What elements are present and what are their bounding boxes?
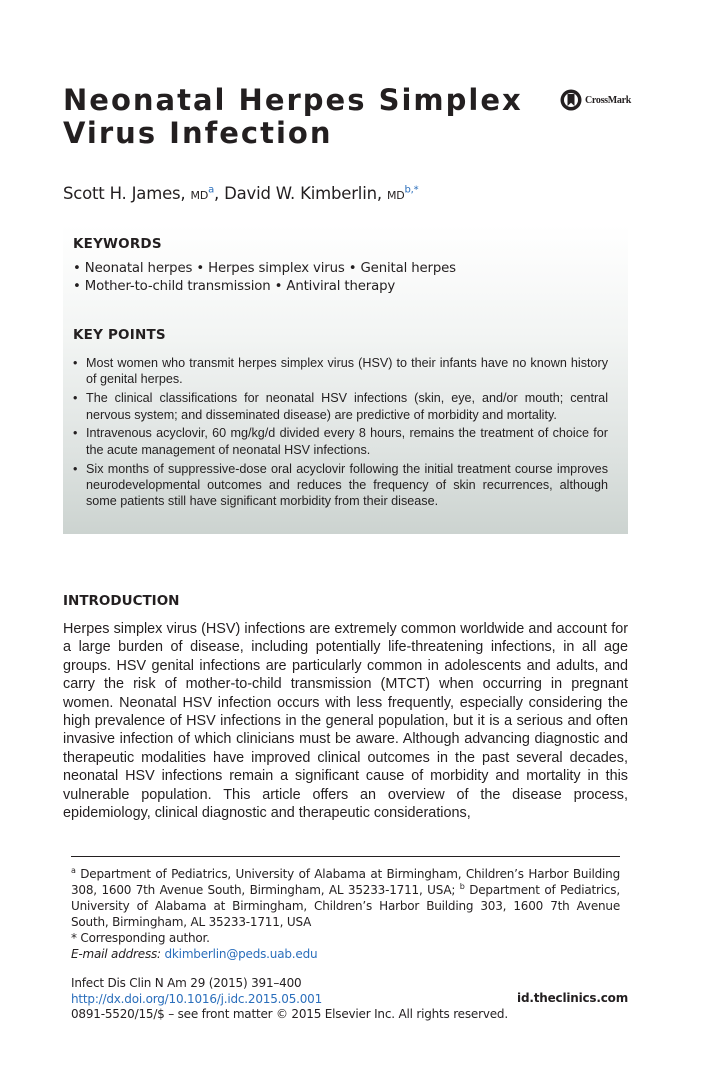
key-point-item: • Most women who transmit herpes simplex virus (HSV) to their infants have no known history of genital herpes.: [73, 355, 608, 388]
crossmark-icon: [560, 89, 582, 111]
keywords-keypoints-box: [63, 225, 628, 534]
affiliation-b-mark: b: [459, 882, 465, 891]
key-point-item: • Six months of suppressive-dose oral acyclovir following the initial treatment course improves neurodevelopmental outcomes and reduces the frequency of skin recurrences, although some patients still have significant morbidity from their disease.: [73, 461, 608, 510]
doi-link[interactable]: http://dx.doi.org/10.1016/j.idc.2015.05.001: [71, 991, 323, 1006]
footnotes: [71, 866, 620, 962]
publication-info: [71, 976, 508, 1023]
affiliations: [71, 866, 620, 930]
affiliation-a: Department of Pediatrics, University of Alabama at Birmingham, Children’s Harbor Building 308, 1600 7th Avenue South, Birmingham, AL 35233-1711, USA;: [71, 867, 620, 897]
author-2-affiliation-mark[interactable]: b,: [404, 184, 414, 196]
email-link[interactable]: dkimberlin@peds.uab.edu: [164, 947, 318, 961]
crossmark-badge[interactable]: [560, 89, 631, 111]
email-label: E-mail address:: [71, 947, 161, 961]
author-1-name: Scott H. James,: [63, 184, 186, 203]
email-line: [71, 946, 620, 962]
key-points-heading: KEY POINTS: [73, 327, 166, 343]
introduction-heading: INTRODUCTION: [63, 593, 180, 609]
key-point-item: • Intravenous acyclovir, 60 mg/kg/d divided every 8 hours, remains the treatment of choice for the acute management of neonatal HSV infections.: [73, 425, 608, 458]
article-title: [63, 84, 533, 150]
author-2-degree: MD: [386, 189, 405, 202]
author-1-affiliation-mark[interactable]: a: [208, 184, 215, 196]
journal-citation: Infect Dis Clin N Am 29 (2015) 391–400: [71, 976, 302, 990]
author-list: [63, 184, 418, 203]
author-separator: ,: [214, 184, 220, 203]
author-1-degree: MD: [190, 189, 209, 202]
crossmark-label: CrossMark: [585, 94, 632, 106]
affiliation-a-mark: a: [71, 866, 76, 875]
affiliation-b: Department of Pediatrics, University of Alabama at Birmingham, Children’s Harbor Building 303, 1600 7th Avenue South, Birmingham, AL 35233-1711, USA: [71, 883, 620, 929]
footnote-divider: [71, 856, 620, 857]
title-line-1: Neonatal Herpes Simplex: [63, 83, 523, 117]
author-2-name: David W. Kimberlin,: [224, 184, 382, 203]
introduction-paragraph: Herpes simplex virus (HSV) infections are extremely common worldwide and account for a large burden of disease, including potentially life-threatening infections, in all age groups. HSV genital infections are particularly common in adolescents and adults, and carry the risk of mother-to-child transmission (MTCT) when occurring in pregnant women. Neonatal HSV infection occurs with less frequently, especially considering the high prevalence of HSV infections in the general population, but it is a serious and often invasive infection of which clinicians must be aware. Although advancing diagnostic and therapeutic modalities have improved clinical outcomes in the past several decades, neonatal HSV infections remain a significant cause of morbidity and mortality in this vulnerable population. This article offers an overview of the disease process, epidemiology, clinical diagnostic and therapeutic considerations,: [63, 621, 628, 822]
keywords-line-2: • Mother-to-child transmission • Antiviral therapy: [73, 279, 396, 294]
copyright-notice: 0891-5520/15/$ – see front matter © 2015 Elsevier Inc. All rights reserved.: [71, 1007, 508, 1021]
key-points-list: [73, 355, 608, 512]
corresponding-author-note: * Corresponding author.: [71, 931, 210, 945]
keywords-line-1: • Neonatal herpes • Herpes simplex virus • Genital herpes: [73, 261, 456, 276]
corresponding-author-mark[interactable]: *: [413, 184, 419, 196]
title-line-2: Virus Infection: [63, 116, 333, 150]
journal-website[interactable]: id.theclinics.com: [517, 991, 628, 1005]
keywords-heading: KEYWORDS: [73, 236, 162, 252]
key-point-item: • The clinical classifications for neonatal HSV infections (skin, eye, and/or mouth; central nervous system; and disseminated disease) are predictive of morbidity and mortality.: [73, 390, 608, 423]
